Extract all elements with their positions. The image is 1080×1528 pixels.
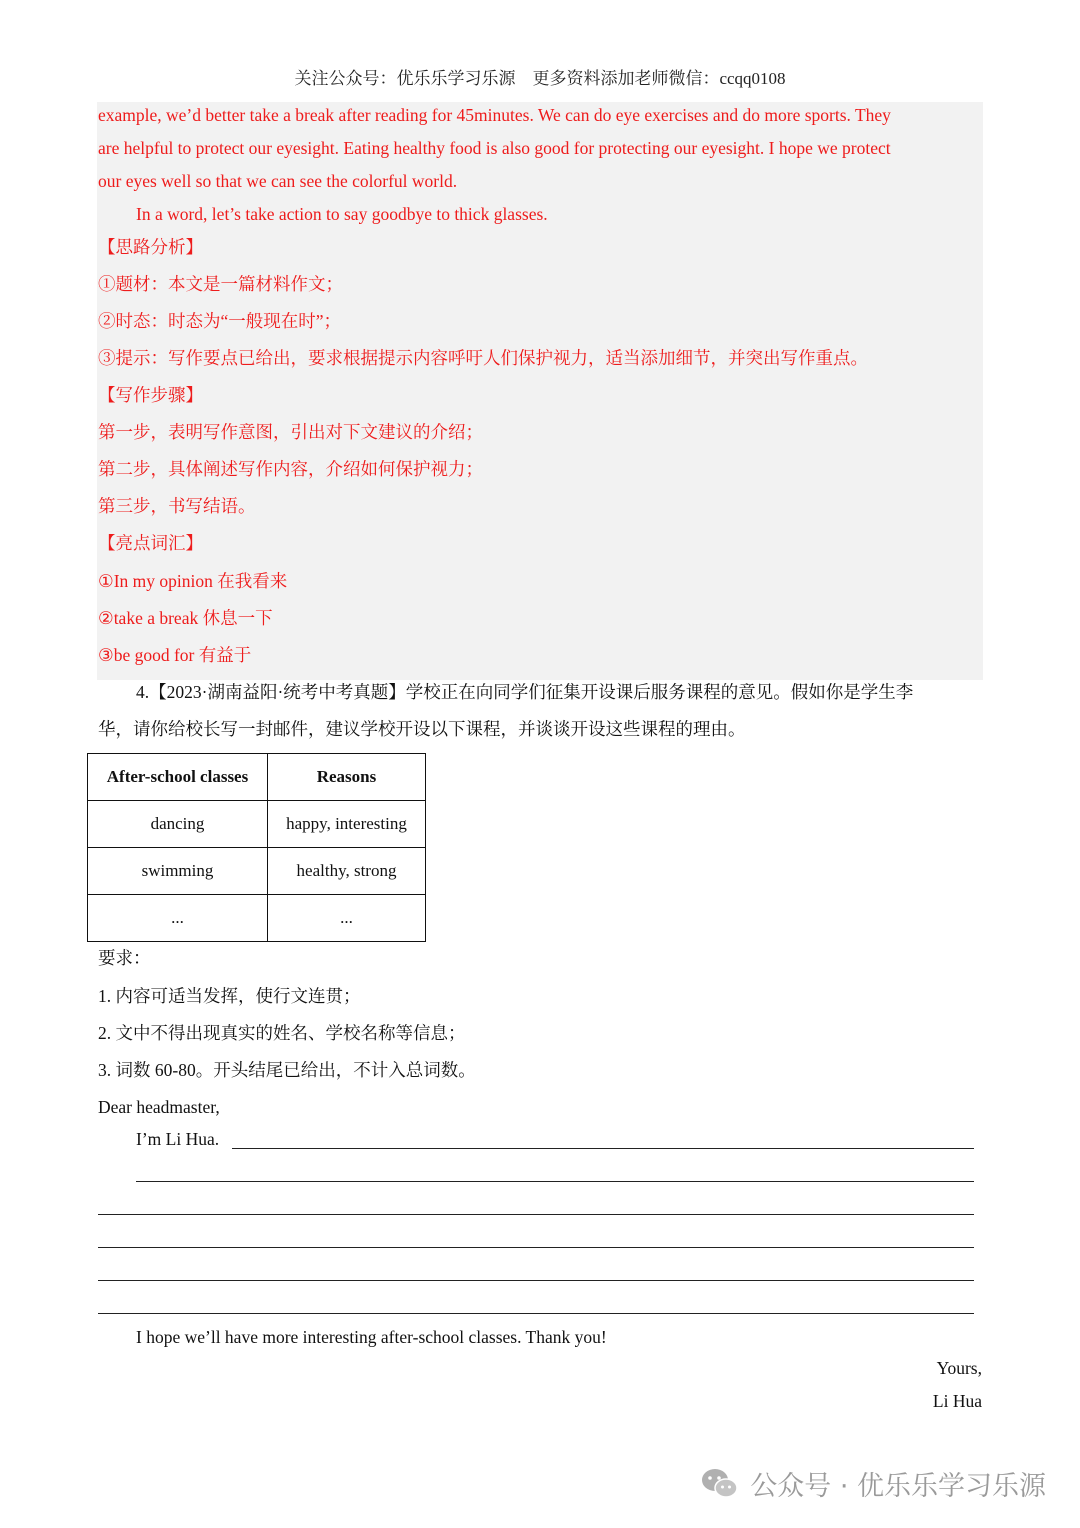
writing-line[interactable] [98,1214,974,1215]
answer-line-3: our eyes well so that we can see the colorful world. [98,171,458,191]
question-line-2: 华，请你给校长写一封邮件，建议学校开设以下课程，并谈谈开设这些课程的理由。 [98,719,746,739]
steps-title: 【写作步骤】 [98,385,203,405]
table-cell-class: dancing [88,801,268,848]
writing-line[interactable] [98,1247,974,1248]
table-cell-reason: ... [268,895,426,942]
table-cell-reason: healthy, strong [268,848,426,895]
table-row [88,848,426,895]
answer-closing: In a word, let’s take action to say goodbye to thick glasses. [136,204,548,224]
wechat-icon [700,1467,740,1501]
requirement-item-1: 1. 内容可适当发挥，使行文连贯； [98,986,361,1006]
table-header-reasons: Reasons [268,754,426,801]
question-line-1: 4.【2023·湖南益阳·统考中考真题】学校正在向同学们征集开设课后服务课程的意见。假如你是学生李 [136,682,914,702]
answer-line-1: example, we’d better take a break after reading for 45minutes. We can do eye exercises and do more sports. They [98,105,891,125]
watermark [700,1464,1046,1503]
page-header: 关注公众号：优乐乐学习乐源 更多资料添加老师微信：ccqq0108 [294,69,786,88]
analysis-item-1: ①题材：本文是一篇材料作文； [98,274,343,294]
vocab-item-2: ②take a break 休息一下 [98,608,273,628]
letter-opening: I’m Li Hua. [136,1129,220,1149]
answer-line-2: are helpful to protect our eyesight. Eating healthy food is also good for protecting our eyesight. I hope we protect [98,138,891,158]
steps-item-3: 第三步，书写结语。 [98,496,256,516]
vocab-title: 【亮点词汇】 [98,533,203,553]
table-cell-reason: happy, interesting [268,801,426,848]
steps-item-1: 第一步，表明写作意图，引出对下文建议的介绍； [98,422,483,442]
writing-line[interactable] [98,1313,974,1314]
watermark-text: 公众号 · 优乐乐学习乐源 [750,1471,1046,1502]
table-row [88,801,426,848]
vocab-item-1: ①In my opinion 在我看来 [98,571,288,591]
letter-greeting: Dear headmaster, [98,1097,220,1117]
writing-line[interactable] [98,1280,974,1281]
requirements-title: 要求： [98,948,151,968]
table-header-classes: After-school classes [88,754,268,801]
table-cell-class: ... [88,895,268,942]
writing-line[interactable] [136,1181,974,1182]
steps-item-2: 第二步，具体阐述写作内容，介绍如何保护视力； [98,459,483,479]
analysis-title: 【思路分析】 [98,237,203,257]
table-cell-class: swimming [88,848,268,895]
analysis-item-3: ③提示：写作要点已给出，要求根据提示内容呼吁人们保护视力，适当添加细节，并突出写作重点。 [98,348,868,368]
vocab-item-3: ③be good for 有益于 [98,645,252,665]
analysis-item-2: ②时态：时态为“一般现在时”； [98,311,342,331]
writing-line[interactable] [232,1148,974,1149]
letter-name: Li Hua [932,1391,982,1411]
classes-table [87,753,426,942]
letter-closing-line: I hope we’ll have more interesting after-school classes. Thank you! [136,1327,607,1347]
table-row [88,895,426,942]
requirement-item-3: 3. 词数 60-80。开头结尾已给出，不计入总词数。 [98,1060,476,1080]
letter-signoff: Yours, [936,1358,982,1378]
table-header-row [88,754,426,801]
requirement-item-2: 2. 文中不得出现真实的姓名、学校名称等信息； [98,1023,466,1043]
